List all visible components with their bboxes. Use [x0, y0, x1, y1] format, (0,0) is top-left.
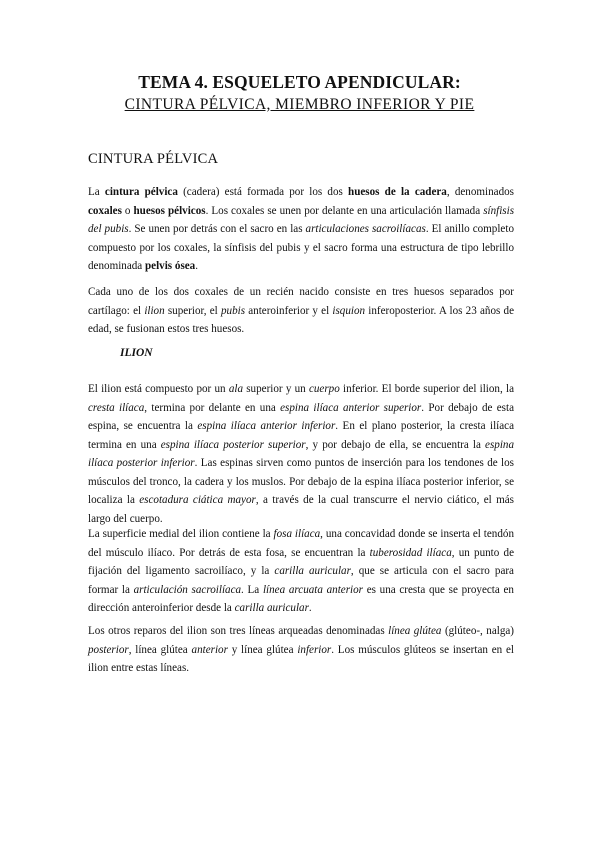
bold-term: coxales	[88, 204, 122, 217]
text-run: es una cresta que se proyecta en dirección anteroinferior desde la	[88, 583, 514, 614]
text-run: . En el plano posterior, la cresta ilíaca termina en una	[88, 420, 515, 451]
bold-term: pelvis ósea	[145, 260, 196, 272]
paragraph-lineas-gluteas	[88, 622, 514, 678]
italic-term: escotadura ciática mayor	[139, 494, 256, 506]
italic-term: pubis	[220, 304, 246, 317]
text-run: El ilion está compuesto por un	[88, 383, 229, 395]
text-run: anteroinferior y el	[245, 304, 333, 317]
italic-term: carilla auricular	[234, 602, 309, 614]
italic-term: espina ilíaca anterior inferior	[197, 420, 336, 432]
bold-term: huesos de la cadera	[348, 186, 447, 198]
italic-term: isquion	[332, 304, 366, 317]
text-run: La superficie medial del ilion contiene la	[88, 528, 274, 540]
text-run: . Se unen por detrás con el sacro en las	[128, 223, 306, 235]
italic-term: tuberosidad ilíaca	[369, 546, 452, 559]
text-run: inferoposterior. A los 23 años de edad, se fusionan estos tres huesos.	[88, 304, 514, 335]
italic-term: línea arcuata anterior	[262, 583, 363, 596]
italic-term: articulación sacroilíaca	[133, 583, 242, 596]
bold-term: huesos pélvicos	[133, 204, 206, 217]
text-run: , y por debajo de ella, se encuentra la	[305, 438, 486, 451]
text-run: (glúteo-, nalga)	[441, 625, 515, 637]
text-run: . Los músculos glúteos se insertan en el ilion entre estas líneas.	[88, 643, 515, 674]
italic-term: articulaciones sacroilíacas	[305, 223, 426, 235]
text-run: y línea glútea	[227, 643, 298, 656]
text-run: .	[308, 602, 312, 614]
italic-term: ilion	[144, 304, 165, 317]
subsection-heading: ILION	[120, 347, 153, 359]
text-run: Los otros reparos del ilion son tres líneas arqueadas denominadas	[88, 625, 389, 637]
text-run: , a través de la cual transcurre el nervio ciático, el más largo del cuerpo.	[88, 494, 515, 525]
italic-term: línea glútea	[388, 625, 442, 637]
text-run: , que se articula con el sacro para formar la	[88, 565, 514, 596]
text-run: .	[195, 260, 199, 272]
italic-term: inferior	[297, 643, 332, 656]
document-subtitle: CINTURA PÉLVICA, MIEMBRO INFERIOR Y PIE	[124, 96, 475, 113]
italic-term: espina ilíaca anterior superior	[280, 401, 422, 414]
text-run: . Por debajo de esta espina, se encuentra la	[88, 401, 514, 432]
text-run: , denominados	[446, 186, 514, 198]
text-run: (cadera) está formada por los dos	[177, 186, 349, 198]
italic-term: espina ilíaca posterior superior	[160, 438, 306, 451]
text-run: , termina por delante en una	[144, 401, 281, 414]
italic-term: ala	[228, 383, 243, 395]
italic-term: posterior	[88, 643, 129, 656]
italic-term: cresta ilíaca	[88, 401, 145, 414]
italic-term: sínfisis del pubis	[88, 204, 515, 235]
text-run: o	[121, 204, 134, 217]
section-heading: CINTURA PÉLVICA	[88, 151, 219, 167]
text-run: , una concavidad donde se inserta el tendón del músculo ilíaco. Por detrás de esta fosa, se encuentran la	[88, 528, 514, 559]
text-run: superior y un	[243, 383, 309, 395]
text-run: . La	[241, 583, 263, 596]
italic-term: espina ilíaca posterior inferior	[88, 438, 514, 469]
paragraph-ilion-estructura	[88, 380, 514, 528]
bold-term: cintura pélvica	[104, 186, 178, 198]
text-run: . Los coxales se unen por delante en una articulación llamada	[205, 204, 484, 217]
italic-term: cuerpo	[308, 383, 340, 395]
text-run: . Las espinas sirven como puntos de inserción para los tendones de los músculos del tronco, la cadera y los muslos. Por debajo de la espina ilíaca posterior inferior, se localiza la	[88, 457, 514, 506]
text-run: inferior. El borde superior del ilion, la	[339, 383, 514, 395]
paragraph-cintura-pelvica	[88, 183, 514, 276]
italic-term: carilla auricular	[274, 565, 351, 577]
text-run: . El anillo completo compuesto por los coxales, la sínfisis del pubis y el sacro forma una estructura de tipo lebrillo denominada	[88, 223, 514, 272]
paragraph-coxales	[88, 283, 514, 339]
italic-term: anterior	[191, 643, 228, 656]
paragraph-superficie-medial	[88, 525, 514, 618]
italic-term: fosa ilíaca	[273, 528, 321, 540]
text-run: , línea glútea	[128, 643, 192, 656]
text-run: La	[88, 186, 105, 198]
text-run: superior, el	[164, 304, 221, 317]
text-run: Cada uno de los dos coxales de un recién nacido consiste en tres huesos separados por cartílago: el	[88, 286, 514, 317]
text-run: , un punto de fijación del ligamento sacroilíaco, y la	[88, 546, 514, 577]
document-title: TEMA 4. ESQUELETO APENDICULAR:	[138, 72, 461, 92]
